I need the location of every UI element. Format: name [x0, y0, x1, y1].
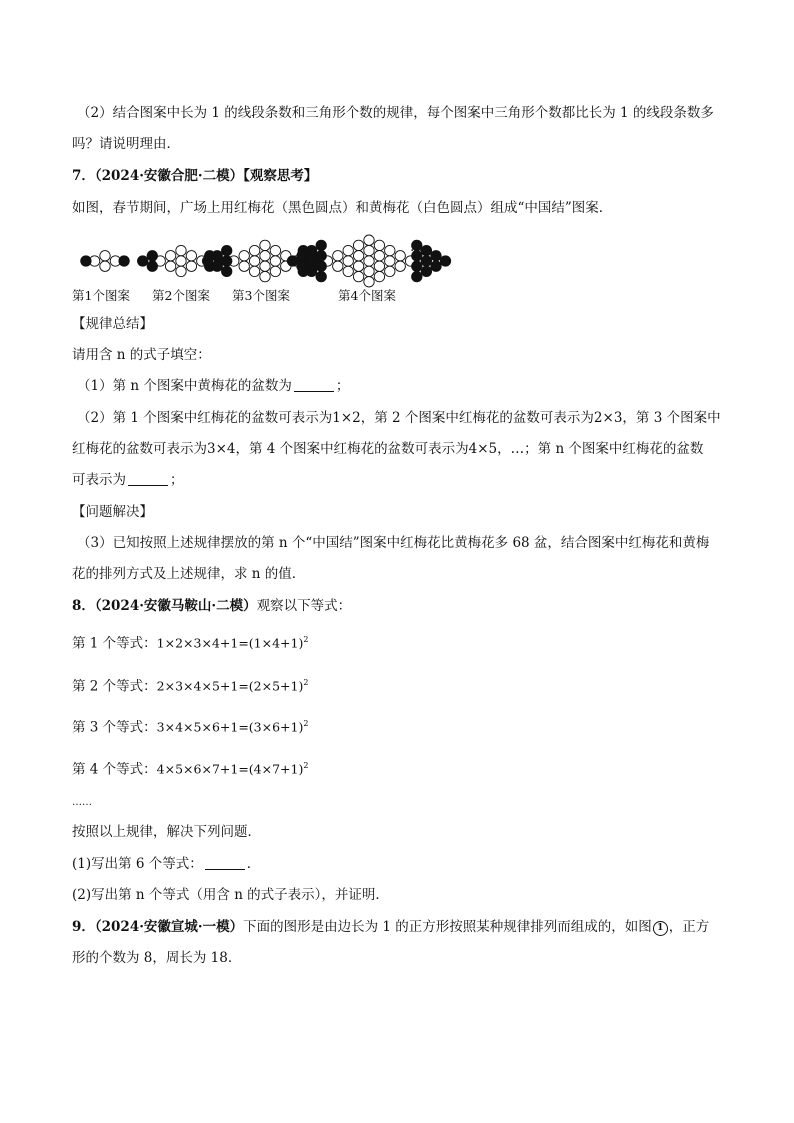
yellow-plum-dot — [364, 235, 374, 245]
red-plum-dot — [412, 261, 422, 271]
q8-part1: (1)写出第 6 个等式： ． — [72, 856, 261, 872]
q7-part2-line2: 红梅花的盆数可表示为3×4，第 4 个图案中红梅花的盆数可表示为4×5，…；第 n 个图案中红梅花的盆数 — [72, 441, 704, 457]
red-plum-dot — [147, 261, 157, 271]
yellow-plum-dot — [385, 256, 395, 266]
yellow-plum-dot — [186, 251, 196, 261]
q7-intro: 如图，春节期间，广场上用红梅花（黑色圆点）和黄梅花（白色圆点）组成“中国结”图案． — [72, 200, 613, 216]
q7-part2-line3: 可表示为 ； — [72, 472, 184, 488]
q7-part3-line2: 花的排列方式及上述规律，求 n 的值． — [72, 566, 306, 582]
red-plum-dot — [202, 256, 212, 266]
red-plum-dot — [287, 256, 297, 266]
red-plum-dot — [222, 256, 232, 266]
caption-pattern-1: 第1个图案 — [72, 288, 130, 303]
red-plum-dot — [138, 256, 148, 266]
yellow-plum-dot — [353, 261, 363, 271]
equation-4: 第 4 个等式：$4\times 5\times 6\times 7+1=(4\times 7+1)^2$ — [72, 761, 309, 778]
equation-3: 第 3 个等式：$3\times 4\times 5\times 6+1=(3\times 6+1)^2$ — [72, 719, 309, 736]
yellow-plum-dot — [260, 240, 270, 250]
yellow-plum-dot — [353, 240, 363, 250]
red-plum-dot — [297, 261, 307, 271]
equation-2: 第 2 个等式：$2\times 3\times 4\times 5+1=(2\times 5+1)^2$ — [72, 678, 309, 695]
yellow-plum-dot — [374, 251, 384, 261]
red-plum-dot — [306, 245, 316, 255]
red-plum-dot — [222, 245, 232, 255]
red-plum-dot — [119, 256, 129, 266]
red-plum-dot — [431, 261, 441, 271]
red-plum-dot — [316, 271, 326, 281]
red-plum-dot — [212, 261, 222, 271]
yellow-plum-dot — [165, 261, 175, 271]
q7-part3-line1: （3）已知按照上述规律摆放的第 n 个“中国结”图案中红梅花比黄梅花多 68 盆，结合图案中红梅花和黄梅 — [77, 535, 710, 551]
yellow-plum-dot — [239, 251, 249, 261]
yellow-plum-dot — [395, 251, 405, 261]
red-plum-dot — [431, 251, 441, 261]
red-plum-dot — [316, 261, 326, 271]
yellow-plum-dot — [374, 271, 384, 281]
yellow-plum-dot — [176, 256, 186, 266]
yellow-plum-dot — [249, 245, 259, 255]
equation-1: 第 1 个等式：$1\times 2\times 3\times 4+1=(1\times 4+1)^2$ — [72, 635, 309, 652]
red-plum-dot — [306, 266, 316, 276]
yellow-plum-dot — [353, 271, 363, 281]
yellow-plum-dot — [374, 261, 384, 271]
yellow-plum-dot — [165, 251, 175, 261]
q9-line2: 形的个数为 8，周长为 18． — [72, 950, 242, 966]
problem-solving-title: 【问题解决】 — [72, 504, 153, 520]
red-plum-dot — [212, 251, 222, 261]
yellow-plum-dot — [333, 261, 343, 271]
answer-blank-3[interactable] — [205, 855, 245, 870]
equation-ellipsis: …… — [72, 797, 92, 808]
yellow-plum-dot — [364, 266, 374, 276]
caption-pattern-4: 第4个图案 — [338, 288, 396, 303]
red-plum-dot — [412, 271, 422, 281]
yellow-plum-dot — [343, 266, 353, 276]
red-plum-dot — [316, 240, 326, 250]
chinese-knot-figure — [0, 0, 794, 300]
yellow-plum-dot — [353, 251, 363, 261]
red-plum-dot — [316, 251, 326, 261]
circled-number-1: 1 — [653, 921, 668, 936]
knot-pattern-1 — [81, 251, 130, 272]
answer-blank-1[interactable] — [294, 377, 334, 392]
q7-heading: 7．（2024·安徽合肥·二模）【观察思考】 — [72, 168, 318, 184]
q8-heading: 8．（2024·安徽马鞍山·二模）观察以下等式： — [72, 598, 352, 614]
yellow-plum-dot — [249, 266, 259, 276]
yellow-plum-dot — [385, 266, 395, 276]
q7-part2-line1: （2）第 1 个图案中红梅花的盆数可表示为1×2，第 2 个图案中红梅花的盆数可表示为2×3，第 3 个图案中 — [77, 410, 721, 426]
yellow-plum-dot — [385, 245, 395, 255]
yellow-plum-dot — [176, 245, 186, 255]
red-plum-dot — [440, 256, 450, 266]
red-plum-dot — [297, 251, 307, 261]
answer-blank-2[interactable] — [128, 471, 168, 486]
yellow-plum-dot — [343, 256, 353, 266]
caption-pattern-2: 第2个图案 — [152, 288, 210, 303]
yellow-plum-dot — [260, 261, 270, 271]
yellow-plum-dot — [343, 245, 353, 255]
yellow-plum-dot — [270, 245, 280, 255]
yellow-plum-dot — [100, 251, 110, 261]
knot-pattern-4 — [287, 235, 450, 287]
red-plum-dot — [421, 266, 431, 276]
red-plum-dot — [81, 256, 91, 266]
yellow-plum-dot — [364, 256, 374, 266]
q8-part2: (2)写出第 n 个等式（用含 n 的式子表示），并证明． — [72, 887, 389, 903]
yellow-plum-dot — [249, 256, 259, 266]
yellow-plum-dot — [176, 266, 186, 276]
yellow-plum-dot — [100, 261, 110, 271]
q7-part1: （1）第 n 个图案中黄梅花的盆数为 ； — [77, 378, 350, 394]
rule-intro: 请用含 n 的式子填空： — [72, 347, 211, 363]
yellow-plum-dot — [239, 261, 249, 271]
yellow-plum-dot — [333, 251, 343, 261]
red-plum-dot — [147, 251, 157, 261]
red-plum-dot — [306, 256, 316, 266]
red-plum-dot — [421, 256, 431, 266]
q8-intro: 按照以上规律，解决下列问题． — [72, 824, 261, 840]
red-plum-dot — [222, 266, 232, 276]
yellow-plum-dot — [260, 251, 270, 261]
yellow-plum-dot — [364, 245, 374, 255]
q6-part2-line2: 吗？请说明理由． — [72, 136, 180, 152]
yellow-plum-dot — [186, 261, 196, 271]
yellow-plum-dot — [395, 261, 405, 271]
q6-part2-line1: （2）结合图案中长为 1 的线段条数和三角形个数的规律，每个图案中三角形个数都比长为 1 的线段条数多 — [77, 105, 714, 121]
yellow-plum-dot — [374, 240, 384, 250]
q9-heading: 9．（2024·安徽宣城·一模）下面的图形是由边长为 1 的正方形按照某种规律排列而组成的，如图 1 ，正方 — [72, 919, 710, 935]
figure-ellipsis: … — [410, 240, 423, 255]
yellow-plum-dot — [270, 256, 280, 266]
yellow-plum-dot — [270, 266, 280, 276]
caption-pattern-3: 第3个图案 — [232, 288, 290, 303]
yellow-plum-dot — [260, 271, 270, 281]
rule-summary-title: 【规律总结】 — [72, 316, 153, 332]
